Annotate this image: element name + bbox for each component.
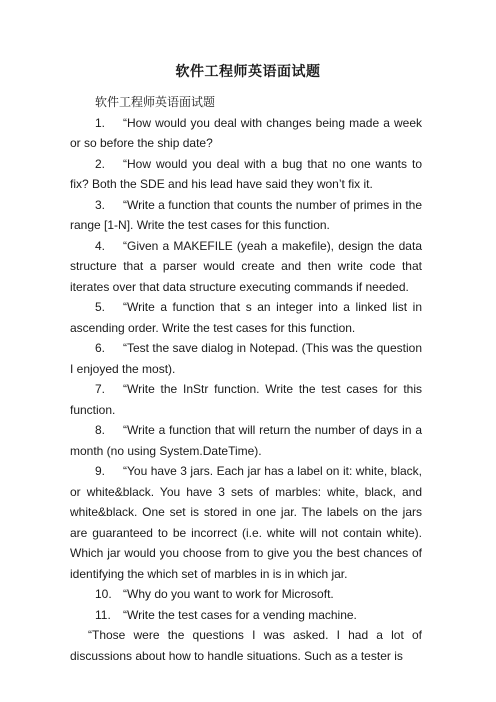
document-body [70, 92, 422, 666]
question-item [70, 379, 422, 420]
question-text: “How would you deal with changes being made a week or so before the ship date? [70, 115, 422, 150]
question-item [70, 154, 422, 195]
question-item [70, 420, 422, 461]
question-item [70, 236, 422, 298]
question-number: 7. [95, 382, 106, 396]
question-number: 11. [95, 607, 111, 622]
question-number: 1. [95, 115, 106, 130]
question-number: 6. [95, 341, 106, 355]
question-number: 8. [95, 423, 106, 437]
question-number: 5. [95, 300, 106, 314]
question-number: 3. [95, 197, 106, 212]
question-text: “Given a MAKEFILE (yeah a makefile), design the data structure that a parser would create and then write code that iterates over that data structure executing commands if needed. [70, 238, 422, 294]
document-title: 软件工程师英语面试题 [175, 63, 321, 79]
question-number: 4. [95, 238, 106, 253]
question-number: 2. [95, 156, 106, 171]
closing-paragraph: “Those were the questions I was asked. I had a lot of discussions about how to handle situations. Such as a tester is [70, 628, 422, 663]
question-text: “Write the InStr function. Write the test cases for this function. [70, 382, 422, 417]
question-item [70, 584, 422, 605]
question-text: “You have 3 jars. Each jar has a label on it: white, black, or white&black. You have 3 sets of marbles: white, black, and white&black. One set is stored in one jar. The labels on the jars are guaranteed to be incorrect (i.e. white will not contain white). Which jar would you choose from to give you the best chances of identifying the which set of marbles in is in which jar. [70, 464, 422, 581]
question-item [70, 605, 422, 626]
question-number: 10. [95, 587, 112, 601]
question-item [70, 461, 422, 584]
question-text: “Write the test cases for a vending machine. [123, 607, 357, 622]
question-text: “Test the save dialog in Notepad. (This was the question I enjoyed the most). [70, 341, 422, 376]
question-text: “Write a function that s an integer into a linked list in ascending order. Write the test cases for this function. [70, 300, 422, 335]
question-number: 9. [95, 464, 106, 478]
question-text: “Write a function that will return the number of days in a month (no using System.DateTime). [70, 423, 422, 458]
question-item [70, 195, 422, 236]
document-subtitle: 软件工程师英语面试题 [95, 95, 216, 109]
question-list [70, 113, 422, 626]
question-text: “Why do you want to work for Microsoft. [123, 587, 334, 601]
question-text: “How would you deal with a bug that no one wants to fix? Both the SDE and his lead have said they won’t fix it. [70, 156, 422, 191]
question-text: “Write a function that counts the number of primes in the range [1-N]. Write the test cases for this function. [70, 197, 422, 232]
question-item [70, 113, 422, 154]
question-item [70, 338, 422, 379]
question-item [70, 297, 422, 338]
